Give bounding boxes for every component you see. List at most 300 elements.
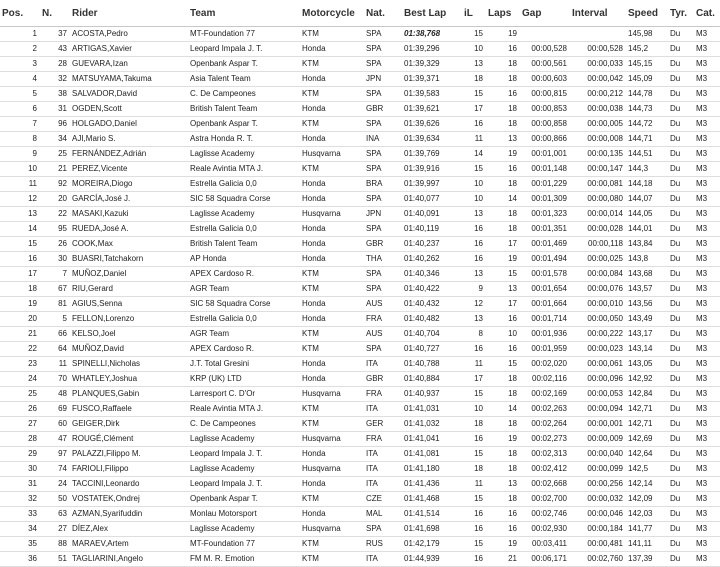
laps-cell: 16: [486, 342, 520, 357]
number-cell: 88: [40, 537, 70, 552]
cat-cell: M3: [694, 492, 720, 507]
best-lap-cell: 01:39,296: [402, 42, 462, 57]
cat-cell: M3: [694, 462, 720, 477]
nat-cell: MAL: [364, 507, 402, 522]
gap-cell: 00:00,528: [520, 42, 570, 57]
number-cell: 34: [40, 132, 70, 147]
pos-cell: 34: [0, 522, 40, 537]
nat-cell: SPA: [364, 192, 402, 207]
rider-cell: HOLGADO,Daniel: [70, 117, 188, 132]
best-lap-cell: 01:40,262: [402, 252, 462, 267]
interval-cell: 00:00,096: [570, 372, 626, 387]
interval-cell: 00:00,061: [570, 357, 626, 372]
team-cell: C. De Campeones: [188, 417, 300, 432]
interval-cell: 00:00,046: [570, 507, 626, 522]
gap-cell: 00:01,001: [520, 147, 570, 162]
interval-cell: 00:00,081: [570, 177, 626, 192]
interval-cell: 00:00,028: [570, 222, 626, 237]
rider-cell: MARAEV,Artem: [70, 537, 188, 552]
gap-cell: [520, 27, 570, 42]
team-cell: Asia Talent Team: [188, 72, 300, 87]
best-lap-cell: 01:40,937: [402, 387, 462, 402]
table-row: [0, 132, 720, 147]
interval-cell: 00:00,038: [570, 102, 626, 117]
number-cell: 97: [40, 447, 70, 462]
tyre-cell: Du: [668, 57, 694, 72]
il-cell: 17: [462, 372, 486, 387]
tyre-cell: Du: [668, 552, 694, 567]
speed-cell: 141,77: [626, 522, 668, 537]
laps-cell: 10: [486, 327, 520, 342]
number-cell: 22: [40, 207, 70, 222]
nat-cell: SPA: [364, 117, 402, 132]
number-cell: 30: [40, 252, 70, 267]
best-lap-cell: 01:40,884: [402, 372, 462, 387]
best-lap-cell: 01:39,634: [402, 132, 462, 147]
il-cell: 12: [462, 297, 486, 312]
interval-cell: 00:00,032: [570, 492, 626, 507]
number-cell: 5: [40, 312, 70, 327]
number-cell: 28: [40, 57, 70, 72]
il-cell: 15: [462, 87, 486, 102]
speed-cell: 143,56: [626, 297, 668, 312]
nat-cell: ITA: [364, 477, 402, 492]
speed-cell: 141,11: [626, 537, 668, 552]
laps-cell: 16: [486, 522, 520, 537]
gap-cell: 00:02,273: [520, 432, 570, 447]
speed-cell: 142,64: [626, 447, 668, 462]
pos-cell: 26: [0, 402, 40, 417]
nat-cell: SPA: [364, 222, 402, 237]
laps-cell: 18: [486, 207, 520, 222]
cat-cell: M3: [694, 147, 720, 162]
pos-cell: 3: [0, 57, 40, 72]
tyre-cell: Du: [668, 432, 694, 447]
motorcycle-cell: KTM: [300, 87, 364, 102]
speed-cell: 145,2: [626, 42, 668, 57]
speed-cell: 143,8: [626, 252, 668, 267]
nat-cell: INA: [364, 132, 402, 147]
cat-cell: M3: [694, 162, 720, 177]
il-cell: 15: [462, 27, 486, 42]
number-cell: 81: [40, 297, 70, 312]
il-cell: 16: [462, 237, 486, 252]
table-row: [0, 417, 720, 432]
motorcycle-cell: KTM: [300, 162, 364, 177]
best-lap-cell: 01:40,237: [402, 237, 462, 252]
speed-cell: 137,39: [626, 552, 668, 567]
cat-cell: M3: [694, 297, 720, 312]
speed-cell: 145,09: [626, 72, 668, 87]
il-cell: 18: [462, 72, 486, 87]
number-cell: 74: [40, 462, 70, 477]
motorcycle-cell: Husqvarna: [300, 147, 364, 162]
cat-cell: M3: [694, 42, 720, 57]
laps-cell: 15: [486, 357, 520, 372]
laps-cell: 18: [486, 102, 520, 117]
col-nat-header[interactable]: Nat.: [364, 0, 402, 27]
tyre-cell: Du: [668, 42, 694, 57]
cat-cell: M3: [694, 477, 720, 492]
tyre-cell: Du: [668, 147, 694, 162]
col-team-header[interactable]: Team: [188, 0, 300, 27]
rider-cell: VOSTATEK,Ondrej: [70, 492, 188, 507]
tyre-cell: Du: [668, 222, 694, 237]
team-cell: KRP (UK) LTD: [188, 372, 300, 387]
laps-cell: 19: [486, 537, 520, 552]
rider-cell: MASAKI,Kazuki: [70, 207, 188, 222]
best-lap-cell: 01:39,583: [402, 87, 462, 102]
tyre-cell: Du: [668, 132, 694, 147]
col-speed-header[interactable]: Speed: [626, 0, 668, 27]
pos-cell: 32: [0, 492, 40, 507]
speed-cell: 142,09: [626, 492, 668, 507]
laps-cell: 18: [486, 492, 520, 507]
rider-cell: SPINELLI,Nicholas: [70, 357, 188, 372]
gap-cell: 00:00,603: [520, 72, 570, 87]
interval-cell: 00:00,256: [570, 477, 626, 492]
speed-cell: 142,14: [626, 477, 668, 492]
rider-cell: TACCINI,Leonardo: [70, 477, 188, 492]
speed-cell: 142,84: [626, 387, 668, 402]
rider-cell: WHATLEY,Joshua: [70, 372, 188, 387]
interval-cell: 00:00,033: [570, 57, 626, 72]
interval-cell: 00:00,008: [570, 132, 626, 147]
rider-cell: MOREIRA,Diogo: [70, 177, 188, 192]
table-row: [0, 312, 720, 327]
pos-cell: 25: [0, 387, 40, 402]
speed-cell: 145,15: [626, 57, 668, 72]
speed-cell: 143,84: [626, 237, 668, 252]
speed-cell: 144,07: [626, 192, 668, 207]
team-cell: Estrella Galicia 0,0: [188, 222, 300, 237]
gap-cell: 00:01,351: [520, 222, 570, 237]
motorcycle-cell: KTM: [300, 552, 364, 567]
best-lap-cell: 01:39,621: [402, 102, 462, 117]
number-cell: 95: [40, 222, 70, 237]
number-cell: 63: [40, 507, 70, 522]
best-lap-cell: 01:41,468: [402, 492, 462, 507]
best-lap-cell: 01:42,179: [402, 537, 462, 552]
col-tyre-header[interactable]: Tyr.: [668, 0, 694, 27]
tyre-cell: Du: [668, 447, 694, 462]
il-cell: 15: [462, 387, 486, 402]
gap-cell: 00:02,700: [520, 492, 570, 507]
gap-cell: 00:02,668: [520, 477, 570, 492]
laps-cell: 18: [486, 177, 520, 192]
number-cell: 60: [40, 417, 70, 432]
il-cell: 16: [462, 552, 486, 567]
motorcycle-cell: Husqvarna: [300, 432, 364, 447]
best-lap-cell: 01:40,727: [402, 342, 462, 357]
interval-cell: 00:02,760: [570, 552, 626, 567]
rider-cell: PLANQUES,Gabin: [70, 387, 188, 402]
pos-cell: 14: [0, 222, 40, 237]
interval-cell: 00:00,053: [570, 387, 626, 402]
pos-cell: 31: [0, 477, 40, 492]
best-lap-cell: 01:44,939: [402, 552, 462, 567]
table-row: [0, 42, 720, 57]
rider-cell: FUSCO,Raffaele: [70, 402, 188, 417]
laps-cell: 18: [486, 372, 520, 387]
gap-cell: 00:06,171: [520, 552, 570, 567]
motorcycle-cell: KTM: [300, 282, 364, 297]
tyre-cell: Du: [668, 327, 694, 342]
il-cell: 18: [462, 462, 486, 477]
interval-cell: 00:00,528: [570, 42, 626, 57]
interval-cell: 00:00,099: [570, 462, 626, 477]
laps-cell: 16: [486, 507, 520, 522]
col-laps-header[interactable]: Laps: [486, 0, 520, 27]
cat-cell: M3: [694, 327, 720, 342]
number-cell: 51: [40, 552, 70, 567]
number-cell: 47: [40, 432, 70, 447]
team-cell: Reale Avintia MTA J.: [188, 162, 300, 177]
interval-cell: 00:00,080: [570, 192, 626, 207]
team-cell: MT-Foundation 77: [188, 27, 300, 42]
table-row: [0, 222, 720, 237]
cat-cell: M3: [694, 372, 720, 387]
interval-cell: 00:00,212: [570, 87, 626, 102]
il-cell: 17: [462, 102, 486, 117]
interval-cell: 00:00,010: [570, 297, 626, 312]
motorcycle-cell: Honda: [300, 42, 364, 57]
il-cell: 15: [462, 537, 486, 552]
rider-cell: MUÑOZ,David: [70, 342, 188, 357]
pos-cell: 7: [0, 117, 40, 132]
table-row: [0, 267, 720, 282]
motorcycle-cell: Husqvarna: [300, 207, 364, 222]
laps-cell: 18: [486, 447, 520, 462]
motorcycle-cell: KTM: [300, 492, 364, 507]
nat-cell: FRA: [364, 387, 402, 402]
cat-cell: M3: [694, 312, 720, 327]
table-row: [0, 372, 720, 387]
pos-cell: 19: [0, 297, 40, 312]
nat-cell: CZE: [364, 492, 402, 507]
gap-cell: 00:01,714: [520, 312, 570, 327]
laps-cell: 16: [486, 42, 520, 57]
il-cell: 11: [462, 357, 486, 372]
il-cell: 16: [462, 342, 486, 357]
interval-cell: 00:00,009: [570, 432, 626, 447]
table-row: [0, 357, 720, 372]
nat-cell: FRA: [364, 312, 402, 327]
gap-cell: 00:01,323: [520, 207, 570, 222]
best-lap-cell: 01:40,788: [402, 357, 462, 372]
table-row: [0, 402, 720, 417]
il-cell: 16: [462, 252, 486, 267]
tyre-cell: Du: [668, 387, 694, 402]
rider-cell: RIU,Gerard: [70, 282, 188, 297]
rider-cell: PEREZ,Vicente: [70, 162, 188, 177]
nat-cell: ITA: [364, 357, 402, 372]
best-lap-cell: 01:39,626: [402, 117, 462, 132]
pos-cell: 36: [0, 552, 40, 567]
table-row: [0, 342, 720, 357]
tyre-cell: Du: [668, 117, 694, 132]
gap-cell: 00:01,494: [520, 252, 570, 267]
laps-cell: 15: [486, 267, 520, 282]
cat-cell: M3: [694, 447, 720, 462]
number-cell: 31: [40, 102, 70, 117]
laps-cell: 17: [486, 297, 520, 312]
cat-cell: M3: [694, 207, 720, 222]
best-lap-cell: 01:39,329: [402, 57, 462, 72]
tyre-cell: Du: [668, 312, 694, 327]
gap-cell: 00:00,815: [520, 87, 570, 102]
col-pos-header[interactable]: Pos.: [0, 0, 40, 27]
col-number-header[interactable]: N.: [40, 0, 70, 27]
col-best-lap-header[interactable]: Best Lap: [402, 0, 462, 27]
tyre-cell: Du: [668, 237, 694, 252]
rider-cell: AJI,Mario S.: [70, 132, 188, 147]
interval-cell: 00:00,042: [570, 72, 626, 87]
col-motorcycle-header[interactable]: Motorcycle: [300, 0, 364, 27]
gap-cell: 00:02,746: [520, 507, 570, 522]
rider-cell: ARTIGAS,Xavier: [70, 42, 188, 57]
tyre-cell: Du: [668, 462, 694, 477]
motorcycle-cell: Husqvarna: [300, 462, 364, 477]
rider-cell: COOK,Max: [70, 237, 188, 252]
table-row: [0, 162, 720, 177]
table-row: [0, 327, 720, 342]
cat-cell: M3: [694, 432, 720, 447]
motorcycle-cell: KTM: [300, 117, 364, 132]
speed-cell: 145,98: [626, 27, 668, 42]
nat-cell: SPA: [364, 162, 402, 177]
number-cell: 70: [40, 372, 70, 387]
table-row: [0, 432, 720, 447]
table-row: [0, 72, 720, 87]
gap-cell: 00:00,561: [520, 57, 570, 72]
il-cell: 8: [462, 327, 486, 342]
il-cell: 16: [462, 507, 486, 522]
rider-cell: KELSO,Joel: [70, 327, 188, 342]
pos-cell: 10: [0, 162, 40, 177]
table-row: [0, 177, 720, 192]
rider-cell: FARIOLI,Filippo: [70, 462, 188, 477]
motorcycle-cell: Honda: [300, 237, 364, 252]
interval-cell: 00:00,184: [570, 522, 626, 537]
table-row: [0, 477, 720, 492]
best-lap-cell: 01:39,371: [402, 72, 462, 87]
team-cell: Estrella Galicia 0,0: [188, 312, 300, 327]
table-row: [0, 117, 720, 132]
tyre-cell: Du: [668, 297, 694, 312]
nat-cell: GBR: [364, 237, 402, 252]
speed-cell: 142,69: [626, 432, 668, 447]
motorcycle-cell: Honda: [300, 507, 364, 522]
best-lap-cell: 01:41,514: [402, 507, 462, 522]
speed-cell: 142,92: [626, 372, 668, 387]
pos-cell: 18: [0, 282, 40, 297]
team-cell: Openbank Aspar T.: [188, 117, 300, 132]
nat-cell: JPN: [364, 207, 402, 222]
table-row: [0, 552, 720, 567]
team-cell: Openbank Aspar T.: [188, 57, 300, 72]
cat-cell: M3: [694, 267, 720, 282]
team-cell: Leopard Impala J. T.: [188, 447, 300, 462]
cat-cell: M3: [694, 507, 720, 522]
cat-cell: M3: [694, 132, 720, 147]
cat-cell: M3: [694, 102, 720, 117]
interval-cell: 00:00,076: [570, 282, 626, 297]
number-cell: 26: [40, 237, 70, 252]
team-cell: British Talent Team: [188, 102, 300, 117]
il-cell: 11: [462, 132, 486, 147]
table-row: [0, 507, 720, 522]
number-cell: 20: [40, 192, 70, 207]
best-lap-cell: 01:41,180: [402, 462, 462, 477]
interval-cell: 00:00,005: [570, 117, 626, 132]
tyre-cell: Du: [668, 102, 694, 117]
number-cell: 32: [40, 72, 70, 87]
team-cell: Laglisse Academy: [188, 432, 300, 447]
cat-cell: M3: [694, 402, 720, 417]
interval-cell: 00:00,094: [570, 402, 626, 417]
il-cell: 10: [462, 42, 486, 57]
pos-cell: 33: [0, 507, 40, 522]
tyre-cell: Du: [668, 252, 694, 267]
col-il-header[interactable]: iL: [462, 0, 486, 27]
table-row: [0, 387, 720, 402]
motorcycle-cell: Honda: [300, 177, 364, 192]
motorcycle-cell: KTM: [300, 327, 364, 342]
nat-cell: GBR: [364, 372, 402, 387]
gap-cell: 00:01,309: [520, 192, 570, 207]
table-row: [0, 447, 720, 462]
laps-cell: 18: [486, 57, 520, 72]
il-cell: 11: [462, 477, 486, 492]
best-lap-cell: 01:41,081: [402, 447, 462, 462]
team-cell: Laglisse Academy: [188, 147, 300, 162]
cat-cell: M3: [694, 357, 720, 372]
gap-cell: 00:01,654: [520, 282, 570, 297]
laps-cell: 14: [486, 192, 520, 207]
nat-cell: SPA: [364, 27, 402, 42]
nat-cell: ITA: [364, 552, 402, 567]
number-cell: 11: [40, 357, 70, 372]
interval-cell: 00:00,025: [570, 252, 626, 267]
pos-cell: 13: [0, 207, 40, 222]
best-lap-cell: 01:39,769: [402, 147, 462, 162]
table-row: [0, 237, 720, 252]
col-interval-header[interactable]: Interval: [570, 0, 626, 27]
laps-cell: 13: [486, 132, 520, 147]
rider-cell: BUASRI,Tatchakorn: [70, 252, 188, 267]
tyre-cell: Du: [668, 162, 694, 177]
pos-cell: 2: [0, 42, 40, 57]
tyre-cell: Du: [668, 402, 694, 417]
nat-cell: BRA: [364, 177, 402, 192]
pos-cell: 28: [0, 432, 40, 447]
col-rider-header[interactable]: Rider: [70, 0, 188, 27]
best-lap-cell: 01:41,436: [402, 477, 462, 492]
rider-cell: ACOSTA,Pedro: [70, 27, 188, 42]
nat-cell: SPA: [364, 147, 402, 162]
best-lap-cell: 01:40,119: [402, 222, 462, 237]
col-gap-header[interactable]: Gap: [520, 0, 570, 27]
table-row: [0, 192, 720, 207]
cat-cell: M3: [694, 537, 720, 552]
tyre-cell: Du: [668, 207, 694, 222]
pos-cell: 16: [0, 252, 40, 267]
col-cat-header[interactable]: Cat.: [694, 0, 720, 27]
team-cell: SIC 58 Squadra Corse: [188, 192, 300, 207]
nat-cell: SPA: [364, 342, 402, 357]
motorcycle-cell: Husqvarna: [300, 387, 364, 402]
